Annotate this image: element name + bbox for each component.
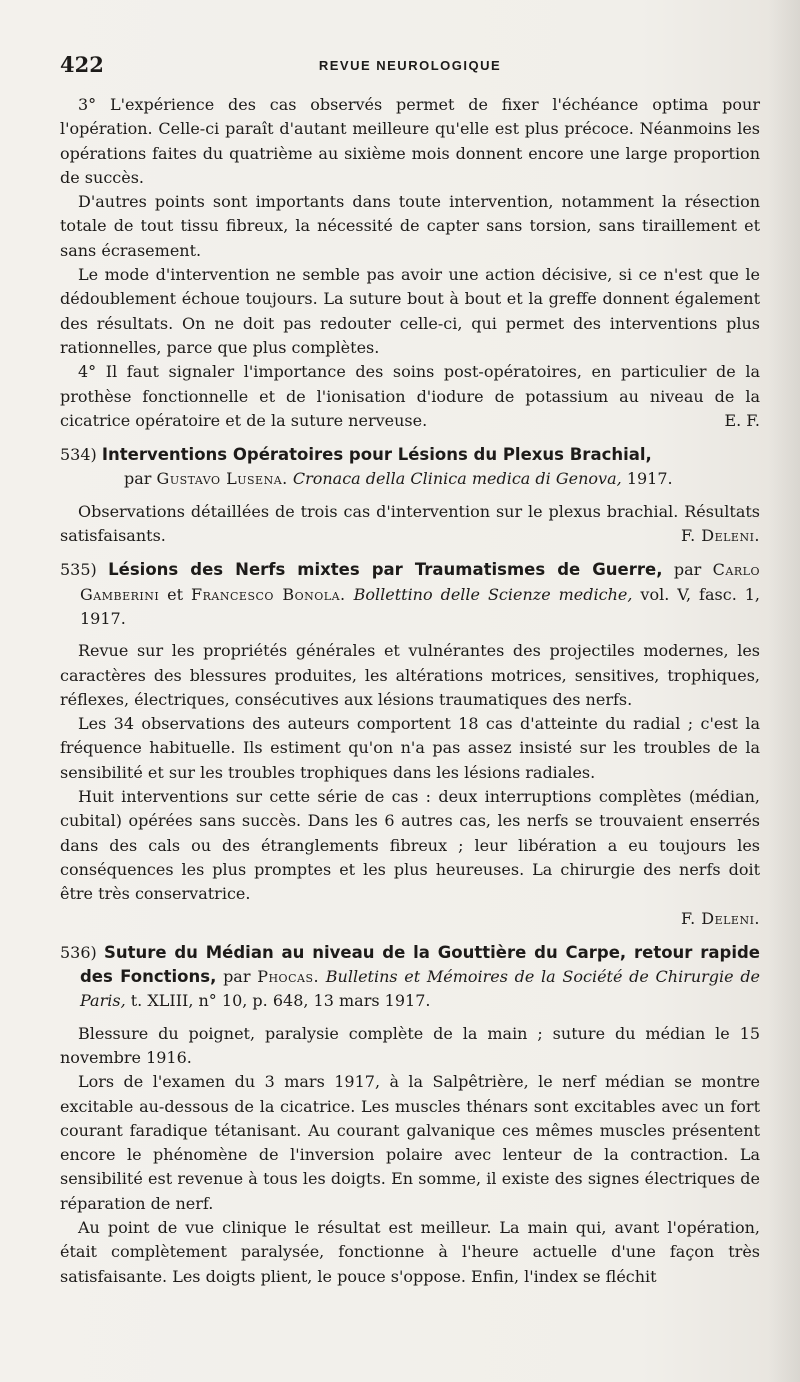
year: 1917.: [626, 469, 673, 489]
paragraph: Blessure du poignet, paralysie complète de la main ; suture du médian le 15 novembre 1916.: [60, 1023, 760, 1067]
author: Carlo Gamberini: [80, 560, 760, 604]
entry-title: Interventions Opératoires pour Lésions du Plexus Brachial,: [101, 445, 652, 465]
paragraph: Huit interventions sur cette série de cas : deux interruptions complètes (médian, cubital) opérées sans succès. Dans les 6 autres cas, les nerfs se trouvaient enserrés dans des cals ou des étranglements fibreux ; leur libération a eu toujours les conséquences les plus promptes et les plus heureuses. La chirurgie des nerfs doit être très conservatrice.: [60, 787, 760, 904]
source: Bollettino delle Scienze mediche,: [353, 584, 633, 604]
running-title: REVUE NEUROLOGIQUE: [318, 58, 502, 73]
entry-number: 536): [60, 942, 97, 962]
page-number: 422: [60, 52, 104, 77]
signature: F. Deleni.: [680, 908, 760, 928]
paragraph: 3° L'expérience des cas observés permet de fixer l'échéance optima pour l'opération. Celle-ci paraît d'autant meilleure qu'elle est plus précoce. Néanmoins les opérations faites du quatrième au sixième mois donnent encore une large proportion de succès.: [60, 95, 760, 187]
publication-details: t. XLIII, n° 10, p. 648, 13 mars 1917.: [130, 991, 431, 1011]
paragraph-text: Observations détaillées de trois cas d'intervention sur le plexus brachial. Résultats satisfaisants.: [60, 501, 760, 546]
by-word: par: [673, 560, 702, 580]
paragraph: Revue sur les propriétés générales et vulnérantes des projectiles modernes, les caractères des blessures produites, les altérations motrices, sensitives, trophiques, réflexes, électriques, consécutives aux lésions traumatiques des nerfs.: [60, 641, 760, 709]
source: Bulletins et Mémoires de la Société de Chirurgie de Paris,: [80, 967, 761, 1011]
by-word: par: [124, 469, 152, 489]
page-header: [60, 52, 760, 76]
paragraph: D'autres points sont importants dans toute intervention, notamment la résection totale de tout tissu fibreux, la nécessité de capter sans torsion, sans tiraillement et sans écrasement.: [60, 192, 760, 260]
signature: E. F.: [724, 410, 760, 430]
entry-heading: [60, 941, 760, 1014]
paragraph: [60, 500, 760, 549]
entry-number: 534): [60, 445, 97, 465]
intro-section: [60, 93, 760, 433]
page-content: [60, 93, 760, 1289]
publication-details: vol. V, fasc. 1, 1917.: [80, 584, 761, 628]
paragraph: [60, 360, 760, 433]
entry-title: Lésions des Nerfs mixtes par Traumatismes de Guerre,: [108, 560, 663, 580]
entry-535: [60, 558, 760, 930]
entry-heading: [60, 558, 760, 631]
paragraph: Au point de vue clinique le résultat est meilleur. La main qui, avant l'opération, était complètement paralysée, fonctionne à l'heure actuelle d'une façon très satisfaisante. Les doigts plient, le pouce s'oppose. Enfin, l'index se fléchit: [60, 1218, 760, 1286]
author: Phocas.: [257, 967, 320, 987]
paragraph: Les 34 observations des auteurs comportent 18 cas d'atteinte du radial ; c'est la fréquence habituelle. Ils estiment qu'on n'a pas assez insisté sur les troubles de la sensibilité et sur les troubles trophiques dans les lésions radiales.: [60, 714, 760, 782]
source: Cronaca della Clinica medica di Genova,: [292, 469, 622, 489]
entry-number: 535): [60, 560, 97, 580]
paragraph: Lors de l'examen du 3 mars 1917, à la Salpêtrière, le nerf médian se montre excitable au-dessous de la cicatrice. Les muscles thénars sont excitables avec un fort courant faradique tétanisant. Au courant galvanique ces mêmes muscles présentent encore le phénomène de l'inversion polaire avec lenteur de la contraction. La sensibilité est revenue à tous les doigts. En somme, il existe des signes électriques de réparation de nerf.: [60, 1072, 760, 1213]
by-word: par: [223, 967, 251, 987]
conjunction: et: [167, 584, 184, 604]
author: Francesco Bonola.: [191, 584, 346, 604]
entry-534: [60, 443, 760, 548]
author: Gustavo Lusena.: [156, 469, 288, 489]
paragraph-text: 4° Il faut signaler l'importance des soins post-opératoires, en particulier de la prothèse fonctionnelle et de l'ionisation d'iodure de potassium au niveau de la cicatrice opératoire et de la suture nerveuse.: [60, 362, 760, 430]
entry-heading: [60, 443, 760, 492]
paragraph: Le mode d'intervention ne semble pas avoir une action décisive, si ce n'est que le dédoublement échoue toujours. La suture bout à bout et la greffe donnent également des résultats. On ne doit pas redouter celle-ci, qui permet des interventions plus rationnelles, parce que plus complètes.: [60, 265, 760, 357]
signature: F. Deleni.: [680, 526, 760, 546]
entry-536: [60, 941, 760, 1289]
entry-title: Suture du Médian au niveau de la Gouttière du Carpe, retour rapide des Fonctions,: [80, 942, 760, 987]
